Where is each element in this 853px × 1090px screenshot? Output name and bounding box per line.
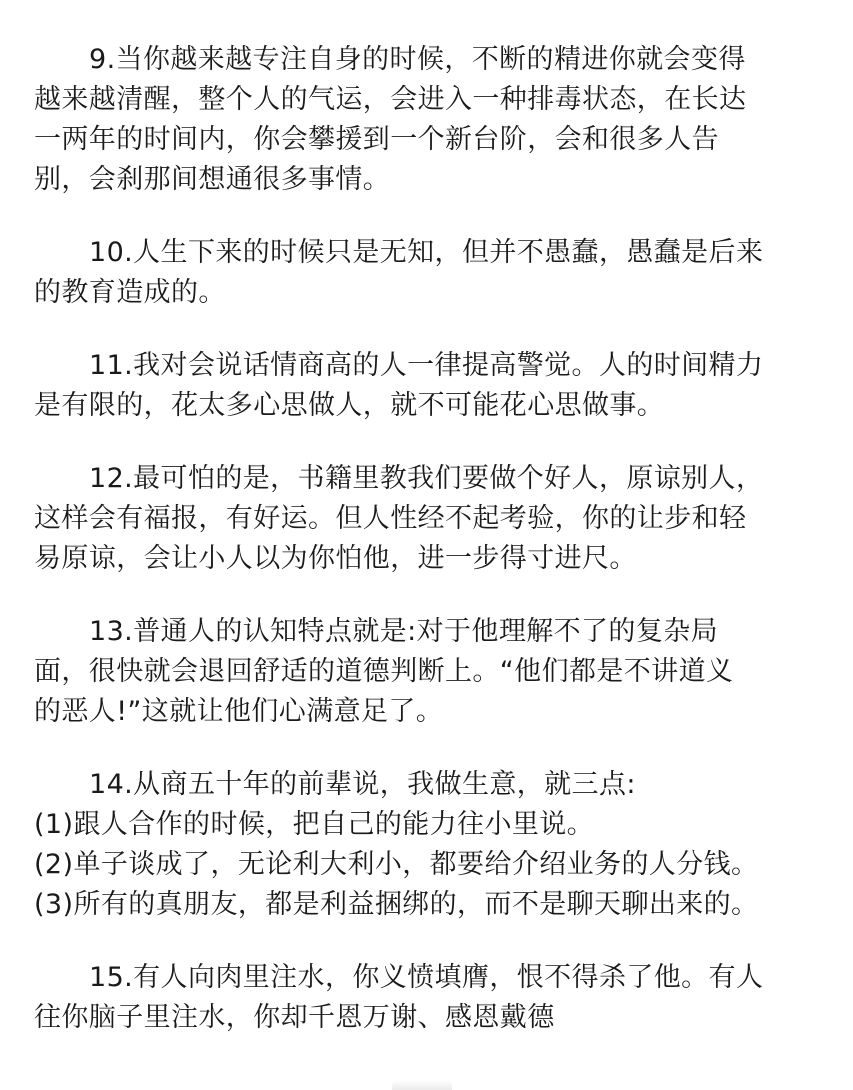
paragraph-line: 这样会有福报，有好运。但人性经不起考验，你的让步和轻 xyxy=(34,503,747,534)
paragraph-line: 的恶人!”这就让他们心满意足了。 xyxy=(34,696,444,727)
paragraph-line: 10.人生下来的时候只是无知，但并不愚蠢，愚蠢是后来 xyxy=(89,237,764,268)
paragraph-line: 越来越清醒，整个人的气运，会进入一种排毒状态，在长达 xyxy=(34,84,747,115)
paragraph-9 xyxy=(34,40,853,200)
paragraph-13 xyxy=(34,612,853,732)
paragraph-line: 是有限的，花太多心思做人，就不可能花心思做事。 xyxy=(34,390,665,421)
paragraph-line: 面，很快就会退回舒适的道德判断上。“他们都是不讲道义 xyxy=(34,656,734,687)
list-item: (3)所有的真朋友，都是利益捆绑的，而不是聊天聊出来的。 xyxy=(34,889,759,920)
paragraph-line: 9.当你越来越专注自身的时候，不断的精进你就会变得 xyxy=(89,44,746,75)
paragraph-line: 一两年的时间内，你会攀援到一个新台阶，会和很多人告 xyxy=(34,124,719,155)
watermark-shadow xyxy=(392,1080,452,1090)
paragraph-line: 11.我对会说话情商高的人一律提高警觉。人的时间精力 xyxy=(89,350,764,381)
paragraph-14 xyxy=(34,765,853,925)
paragraph-line: 12.最可怕的是，书籍里教我们要做个好人，原谅别人， xyxy=(89,463,764,494)
paragraph-line: 的教育造成的。 xyxy=(34,277,226,308)
paragraph-line: 15.有人向肉里注水，你义愤填膺，恨不得杀了他。有人 xyxy=(89,962,764,993)
list-item: (2)单子谈成了，无论利大利小，都要给介绍业务的人分钱。 xyxy=(34,849,759,880)
paragraph-line: 14.从商五十年的前辈说，我做生意，就三点: xyxy=(89,769,636,800)
paragraph-10 xyxy=(34,233,853,313)
paragraph-line: 易原谅，会让小人以为你怕他，进一步得寸进尺。 xyxy=(34,543,637,574)
paragraph-line: 往你脑子里注水，你却千恩万谢、感恩戴德 xyxy=(34,1002,555,1033)
paragraph-12 xyxy=(34,459,853,579)
paragraph-15 xyxy=(34,958,853,1038)
paragraph-11 xyxy=(34,346,853,426)
list-item: (1)跟人合作的时候，把自己的能力往小里说。 xyxy=(34,809,595,840)
paragraph-line: 13.普通人的认知特点就是:对于他理解不了的复杂局 xyxy=(89,616,719,647)
paragraph-line: 别，会刹那间想通很多事情。 xyxy=(34,164,391,195)
